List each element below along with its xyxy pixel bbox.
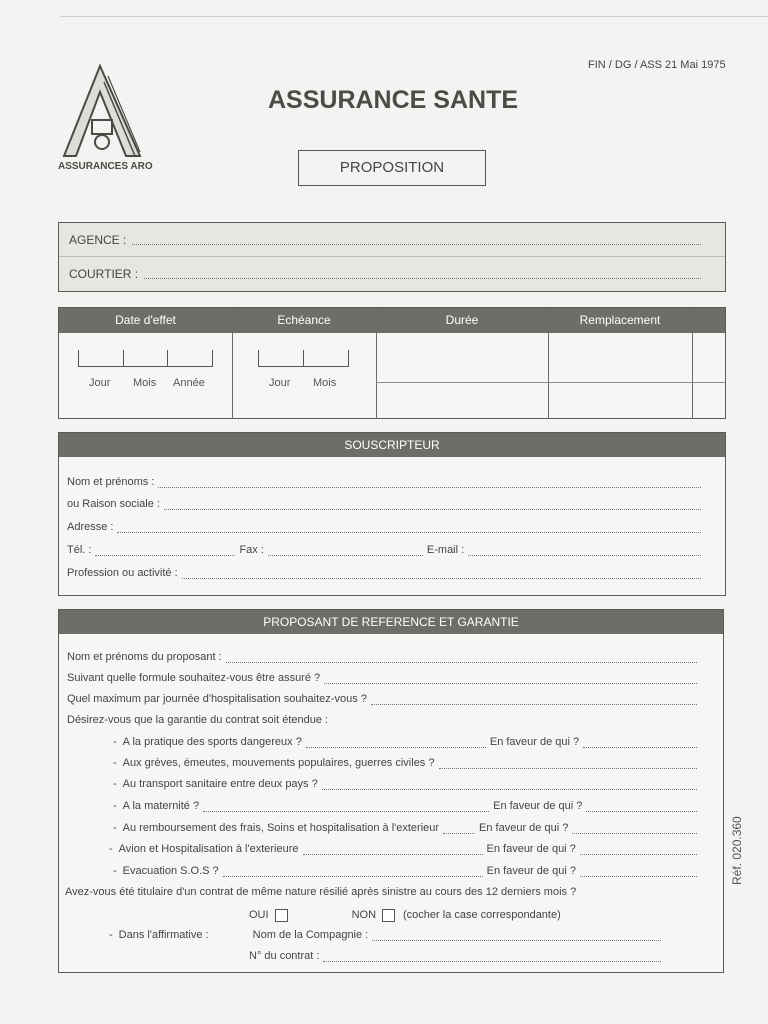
contrat-field[interactable] <box>323 953 661 962</box>
resilie-row <box>65 884 705 898</box>
oui-label: OUI <box>249 909 269 921</box>
fax-field[interactable] <box>268 547 423 556</box>
contrat-label: N° du contrat : <box>249 950 320 962</box>
item-label: Avion et Hospitalisation à l'exterieure <box>118 843 299 855</box>
maximum-row <box>67 691 697 705</box>
maximum-field[interactable] <box>371 696 697 705</box>
item-maternite: - A la maternité ? En faveur de qui ? <box>113 798 697 812</box>
item-evacuation: - Evacuation S.O.S ? En faveur de qui ? <box>113 863 697 877</box>
cocher-hint: (cocher la case correspondante) <box>403 909 561 921</box>
header-date-effet: Date d'effet <box>115 313 176 327</box>
contact-row <box>67 542 701 556</box>
compagnie-field[interactable] <box>372 932 661 941</box>
faveur-label: En faveur de qui ? <box>486 865 576 877</box>
label-mois: Mois <box>133 377 157 389</box>
dates-table <box>58 307 726 419</box>
souscripteur-title: SOUSCRIPTEUR <box>59 433 725 457</box>
item-transport: - Au transport sanitaire entre deux pays ? <box>113 776 697 790</box>
proposant-section <box>58 609 724 973</box>
tel-field[interactable] <box>95 547 235 556</box>
contrat-row <box>249 948 661 962</box>
label-annee: Année <box>173 377 205 389</box>
profession-row <box>67 565 701 579</box>
item-label: Au remboursement des frais, Soins et hospitalisation à l'exterieur <box>122 822 440 834</box>
raison-row <box>67 496 701 510</box>
top-rule <box>60 16 768 17</box>
non-label: NON <box>351 909 377 921</box>
maximum-label: Quel maximum par journée d'hospitalisation souhaitez-vous ? <box>67 693 367 705</box>
courtier-field[interactable] <box>144 269 701 279</box>
divider <box>376 308 377 418</box>
item-avion: - Avion et Hospitalisation à l'exterieure En faveur de qui ? <box>109 841 697 855</box>
transport-field[interactable] <box>322 781 697 790</box>
remboursement-field[interactable] <box>443 825 475 834</box>
courtier-label: COURTIER : <box>69 267 139 281</box>
item-label: Evacuation S.O.S ? <box>122 865 219 877</box>
maternite-faveur-field[interactable] <box>586 803 697 812</box>
adresse-field[interactable] <box>117 524 701 533</box>
divider <box>548 308 549 418</box>
avion-faveur-field[interactable] <box>580 846 697 855</box>
fax-label: Fax : <box>239 544 264 556</box>
nom-label: Nom et prénoms : <box>67 476 155 488</box>
etendue-row <box>67 712 697 726</box>
item-remboursement: - Au remboursement des frais, Soins et hospitalisation à l'exterieur En faveur de qui ? <box>113 820 697 834</box>
side-reference: Réf. 020.360 <box>730 816 744 885</box>
nom-row <box>67 474 701 488</box>
maternite-field[interactable] <box>203 803 489 812</box>
sports-faveur-field[interactable] <box>583 739 697 748</box>
agence-label: AGENCE : <box>69 232 127 247</box>
non-checkbox[interactable] <box>382 909 395 922</box>
email-label: E-mail : <box>426 544 465 556</box>
header-duree: Durée <box>445 313 479 327</box>
proposant-nom-row <box>67 649 697 663</box>
faveur-label: En faveur de qui ? <box>486 843 576 855</box>
evacuation-faveur-field[interactable] <box>580 868 697 877</box>
compagnie-row: - Dans l'affirmative : Nom de la Compagnie : <box>109 927 661 941</box>
affirmative-label: Dans l'affirmative : <box>118 929 209 941</box>
etendue-label: Désirez-vous que la garantie du contrat soit étendue : <box>67 714 329 726</box>
greves-field[interactable] <box>439 760 698 769</box>
souscripteur-section <box>58 432 726 596</box>
divider <box>692 308 693 418</box>
divider <box>232 308 233 418</box>
faveur-label: En faveur de qui ? <box>489 736 580 748</box>
label-mois: Mois <box>313 377 337 389</box>
label-jour: Jour <box>269 377 291 389</box>
divider <box>376 382 725 383</box>
label-jour: Jour <box>89 377 111 389</box>
compagnie-label: Nom de la Compagnie : <box>252 929 369 941</box>
courtier-row <box>59 257 725 291</box>
tel-label: Tél. : <box>67 544 92 556</box>
adresse-label: Adresse : <box>67 521 114 533</box>
raison-field[interactable] <box>164 501 701 510</box>
item-label: Au transport sanitaire entre deux pays ? <box>122 778 318 790</box>
proposant-nom-field[interactable] <box>226 654 697 663</box>
faveur-label: En faveur de qui ? <box>479 822 569 834</box>
form-reference: FIN / DG / ASS 21 Mai 1975 <box>588 59 726 71</box>
profession-label: Profession ou activité : <box>67 567 178 579</box>
item-label: A la maternité ? <box>122 800 200 812</box>
company-name: ASSURANCES ARO <box>58 161 153 172</box>
item-label: A la pratique des sports dangereux ? <box>122 736 302 748</box>
faveur-label: En faveur de qui ? <box>493 800 583 812</box>
agence-row <box>59 223 725 257</box>
formule-row <box>67 670 697 684</box>
profession-field[interactable] <box>182 570 701 579</box>
formule-field[interactable] <box>324 675 697 684</box>
proposant-nom-label: Nom et prénoms du proposant : <box>67 651 222 663</box>
nom-field[interactable] <box>158 479 701 488</box>
oui-non-row <box>249 906 669 924</box>
adresse-row <box>67 519 701 533</box>
item-label: Aux grèves, émeutes, mouvements populaires, guerres civiles ? <box>122 757 435 769</box>
proposition-label: PROPOSITION <box>298 150 486 186</box>
sports-field[interactable] <box>306 739 486 748</box>
header-echeance: Echéance <box>277 313 331 327</box>
formule-label: Suivant quelle formule souhaitez-vous être assuré ? <box>67 672 321 684</box>
header-remplacement: Remplacement <box>579 313 661 327</box>
avion-field[interactable] <box>303 846 483 855</box>
email-field[interactable] <box>468 547 701 556</box>
agency-box <box>58 222 726 292</box>
page-title: ASSURANCE SANTE <box>267 86 519 114</box>
remboursement-faveur-field[interactable] <box>572 825 697 834</box>
resilie-label: Avez-vous été titulaire d'un contrat de même nature résilié après sinistre au cours des 12 derniers mois ? <box>65 886 577 898</box>
item-sports: - A la pratique des sports dangereux ? En faveur de qui ? <box>113 734 697 748</box>
item-greves: - Aux grèves, émeutes, mouvements populaires, guerres civiles ? <box>113 755 697 769</box>
raison-label: ou Raison sociale : <box>67 498 160 510</box>
proposant-title: PROPOSANT DE REFERENCE ET GARANTIE <box>59 610 723 634</box>
evacuation-field[interactable] <box>223 868 483 877</box>
agence-field[interactable] <box>132 235 701 245</box>
oui-checkbox[interactable] <box>275 909 288 922</box>
